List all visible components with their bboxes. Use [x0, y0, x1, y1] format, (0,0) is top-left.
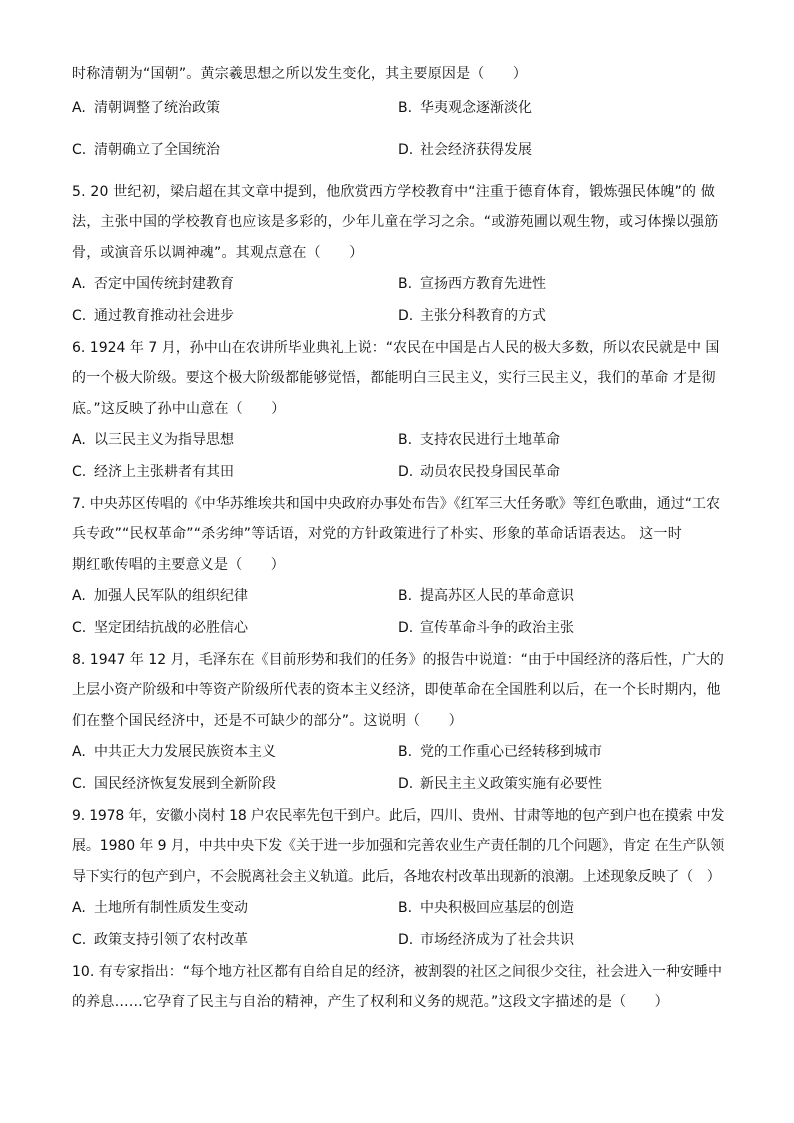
option-letter: C. — [72, 464, 87, 480]
option-letter: B. — [398, 432, 413, 448]
q5-option-b — [398, 274, 546, 294]
option-text: 华夷观念逐渐淡化 — [420, 100, 532, 116]
q6-stem-line-3: 底。”这反映了孙中山意在（ ） — [72, 401, 286, 417]
option-text: 坚定团结抗战的必胜信心 — [94, 620, 248, 636]
q6-option-b — [398, 430, 560, 450]
option-letter: B. — [398, 900, 413, 916]
option-letter: A. — [72, 744, 86, 760]
q5-option-a — [72, 274, 234, 294]
option-letter: D. — [398, 308, 414, 324]
option-text: 以三民主义为指导思想 — [94, 432, 234, 448]
option-letter: D. — [398, 142, 414, 158]
option-text: 中央积极回应基层的创造 — [420, 900, 574, 916]
option-letter: D. — [398, 932, 414, 948]
q8-stem-line-2: 上层小资产阶级和中等资产阶级所代表的资本主义经济，即使革命在全国胜利以后，在一个长时期内，他 — [72, 682, 721, 698]
q7-option-c — [72, 618, 248, 638]
q4-option-a — [72, 98, 220, 118]
q8-stem-line-3: 们在整个国民经济中，还是不可缺少的部分”。这说明（ ） — [72, 713, 463, 729]
q5-option-d — [398, 306, 546, 326]
option-letter: C. — [72, 932, 87, 948]
option-letter: C. — [72, 142, 87, 158]
option-letter: D. — [398, 464, 414, 480]
q6-option-d — [398, 462, 560, 482]
q7-stem-line-2: 兵专政”“民权革命”“杀劣绅”等话语，对党的方针政策进行了朴实、形象的革命话语表达。 这一时 — [72, 526, 682, 542]
q6-stem-line-1: 6. 1924 年 7 月，孙中山在农讲所毕业典礼上说：“农民在中国是占人民的极大多数，所以农民就是中 国 — [72, 340, 720, 356]
q8-option-c — [72, 774, 276, 794]
option-letter: B. — [398, 100, 413, 116]
option-text: 经济上主张耕者有其田 — [94, 464, 234, 480]
option-letter: A. — [72, 588, 86, 604]
q10-stem-line-1: 10. 有专家指出：“每个地方社区都有自给自足的经济，被割裂的社区之间很少交往，社会进入一种安睡中 — [72, 964, 722, 980]
q9-option-c — [72, 930, 248, 950]
q6-stem-line-2: 的一个极大阶级。要这个极大阶级都能够觉悟，都能明白三民主义，实行三民主义，我们的革命 才是彻 — [72, 370, 716, 386]
option-letter: D. — [398, 776, 414, 792]
q9-stem-line-2: 展。1980 年 9 月，中共中央下发《关于进一步加强和完善农业生产责任制的几个问题》，肯定 在生产队领 — [72, 838, 725, 854]
q4-option-b — [398, 98, 532, 118]
q7-option-b — [398, 586, 574, 606]
option-text: 市场经济成为了社会共识 — [420, 932, 574, 948]
option-text: 通过教育推动社会进步 — [94, 308, 234, 324]
q4-stem-end: 时称清朝为“国朝”。黄宗羲思想之所以发生变化，其主要原因是（ ） — [72, 66, 528, 82]
option-text: 加强人民军队的组织纪律 — [94, 588, 248, 604]
q8-stem-line-1: 8. 1947 年 12 月，毛泽东在《目前形势和我们的任务》的报告中说道：“由于中国经济的落后性，广大的 — [72, 652, 724, 668]
option-text: 社会经济获得发展 — [420, 142, 532, 158]
option-text: 中共正大力发展民族资本主义 — [94, 744, 276, 760]
q8-option-b — [398, 742, 602, 762]
q7-stem-line-3: 期红歌传唱的主要意义是（ ） — [72, 557, 285, 573]
q9-option-a — [72, 898, 248, 918]
option-letter: B. — [398, 276, 413, 292]
q5-stem-line-2: 法，主张中国的学校教育也应该是多彩的，少年儿童在学习之余。“或游苑圃以观生物，或习体操以强筋 — [72, 214, 719, 230]
option-letter: A. — [72, 100, 86, 116]
option-text: 土地所有制性质发生变动 — [94, 900, 248, 916]
option-text: 新民主主义政策实施有必要性 — [420, 776, 602, 792]
option-letter: B. — [398, 588, 413, 604]
q9-stem-line-1: 9. 1978 年，安徽小岗村 18 户农民率先包干到户。此后，四川、贵州、甘肃等地的包产到户也在摸索 中发 — [72, 808, 725, 824]
option-text: 动员农民投身国民革命 — [420, 464, 560, 480]
q9-option-d — [398, 930, 574, 950]
option-letter: C. — [72, 308, 87, 324]
q10-stem-line-2: 的养息……它孕育了民主与自治的精神，产生了权利和义务的规范。”这段文字描述的是（ ） — [72, 994, 669, 1010]
q5-option-c — [72, 306, 234, 326]
option-text: 政策支持引领了农村改革 — [94, 932, 248, 948]
option-letter: C. — [72, 620, 87, 636]
option-text: 支持农民进行土地革命 — [420, 432, 560, 448]
option-text: 党的工作重心已经转移到城市 — [420, 744, 602, 760]
option-text: 主张分科教育的方式 — [420, 308, 546, 324]
option-text: 宣传革命斗争的政治主张 — [420, 620, 574, 636]
q7-option-a — [72, 586, 248, 606]
option-text: 宣扬西方教育先进性 — [420, 276, 546, 292]
q5-stem-line-1: 5. 20 世纪初，梁启超在其文章中提到，他欣赏西方学校教育中“注重于德育体育，锻炼强民体魄”的 做 — [72, 184, 716, 200]
option-text: 否定中国传统封建教育 — [94, 276, 234, 292]
option-letter: A. — [72, 432, 86, 448]
q4-option-d — [398, 140, 532, 160]
option-letter: D. — [398, 620, 414, 636]
option-text: 清朝调整了统治政策 — [94, 100, 220, 116]
q4-option-c — [72, 140, 220, 160]
option-letter: B. — [398, 744, 413, 760]
q8-option-d — [398, 774, 602, 794]
q6-option-a — [72, 430, 234, 450]
q5-stem-line-3: 骨，或演音乐以调神魂”。其观点意在（ ） — [72, 245, 364, 261]
q9-option-b — [398, 898, 574, 918]
option-text: 提高苏区人民的革命意识 — [420, 588, 574, 604]
option-letter: C. — [72, 776, 87, 792]
option-letter: A. — [72, 900, 86, 916]
q6-option-c — [72, 462, 234, 482]
q7-option-d — [398, 618, 574, 638]
q9-stem-line-3: 导下实行的包产到户，不会脱离社会主义轨道。此后，各地农村改革出现新的浪潮。上述现象反映了（ ） — [72, 869, 721, 885]
q7-stem-line-1: 7. 中央苏区传唱的《中华苏维埃共和国中央政府办事处布告》《红军三大任务歌》等红色歌曲，通过“工农 — [72, 496, 721, 512]
q8-option-a — [72, 742, 276, 762]
option-text: 清朝确立了全国统治 — [94, 142, 220, 158]
option-letter: A. — [72, 276, 86, 292]
option-text: 国民经济恢复发展到全新阶段 — [94, 776, 276, 792]
